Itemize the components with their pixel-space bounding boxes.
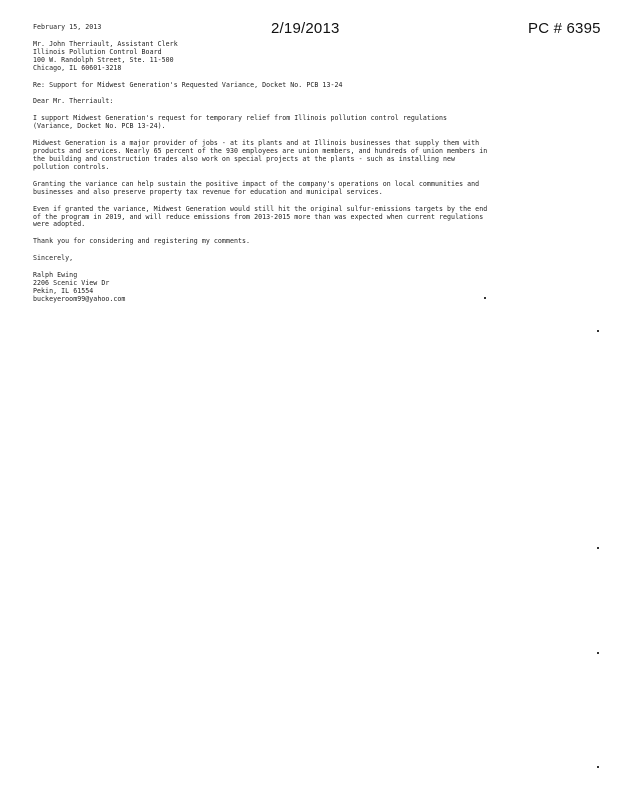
paragraph-jobs [33,140,601,172]
scan-speck [484,297,486,299]
subject-line: Re: Support for Midwest Generation's Requested Variance, Docket No. PCB 13-24 [33,80,343,89]
paragraph-line: I support Midwest Generation's request for temporary relief from Illinois pollution control regulations [33,114,448,123]
signer-email: buckeyeroom99@yahoo.com [33,294,126,303]
address-line: Illinois Pollution Control Board [33,47,162,56]
paragraph-request [33,115,601,131]
scan-speck [597,652,599,654]
paragraph-thanks [33,238,601,246]
paragraph-line: Even if granted the variance, Midwest Generation would still hit the original sulfur-emissions targets by the end [33,204,488,213]
letter-date: February 15, 2013 [33,23,102,31]
letter-body [33,24,601,304]
paragraph-line: were adopted. [33,220,86,229]
paragraph-line: (Variance, Docket No. PCB 13-24). [33,122,166,131]
paragraph-emissions [33,206,601,230]
paragraph-line: Granting the variance can help sustain the positive impact of the company's operations on local communities and [33,179,480,188]
address-line: Mr. John Therriault, Assistant Clerk [33,39,178,48]
paragraph-line: Midwest Generation is a major provider of jobs - at its plants and at Illinois businesses that supply them with [33,139,480,148]
paragraph-line: pollution controls. [33,162,110,171]
salutation: Dear Mr. Therriault: [33,97,114,106]
recipient-address [33,41,601,73]
closing: Sincerely, [33,254,74,263]
public-comment-number: PC # 6395 [528,20,601,37]
address-line: 100 W. Randolph Street, Ste. 11-500 [33,55,174,64]
signer-city: Pekin, IL 61554 [33,286,94,295]
received-date-stamp: 2/19/2013 [271,20,340,37]
signer-street: 2206 Scenic View Dr [33,279,110,288]
scan-speck [597,330,599,332]
signature-block [33,272,601,304]
signer-name: Ralph Ewing [33,271,78,280]
scan-speck [597,547,599,549]
paragraph-community [33,181,601,197]
paragraph-line: of the program in 2019, and will reduce emissions from 2013-2015 more than was expected when current regulations [33,212,484,221]
paragraph-line: products and services. Nearly 65 percent of the 930 employees are union members, and hundreds of union members in [33,147,488,156]
address-line: Chicago, IL 60601-3218 [33,63,122,72]
paragraph-line: businesses and also preserve property tax revenue for education and municipal services. [33,187,383,196]
paragraph-line: Thank you for considering and registering my comments. [33,237,251,246]
scan-speck [597,766,599,768]
paragraph-line: the building and construction trades also work on special projects at the plants - such as installing new [33,154,456,163]
